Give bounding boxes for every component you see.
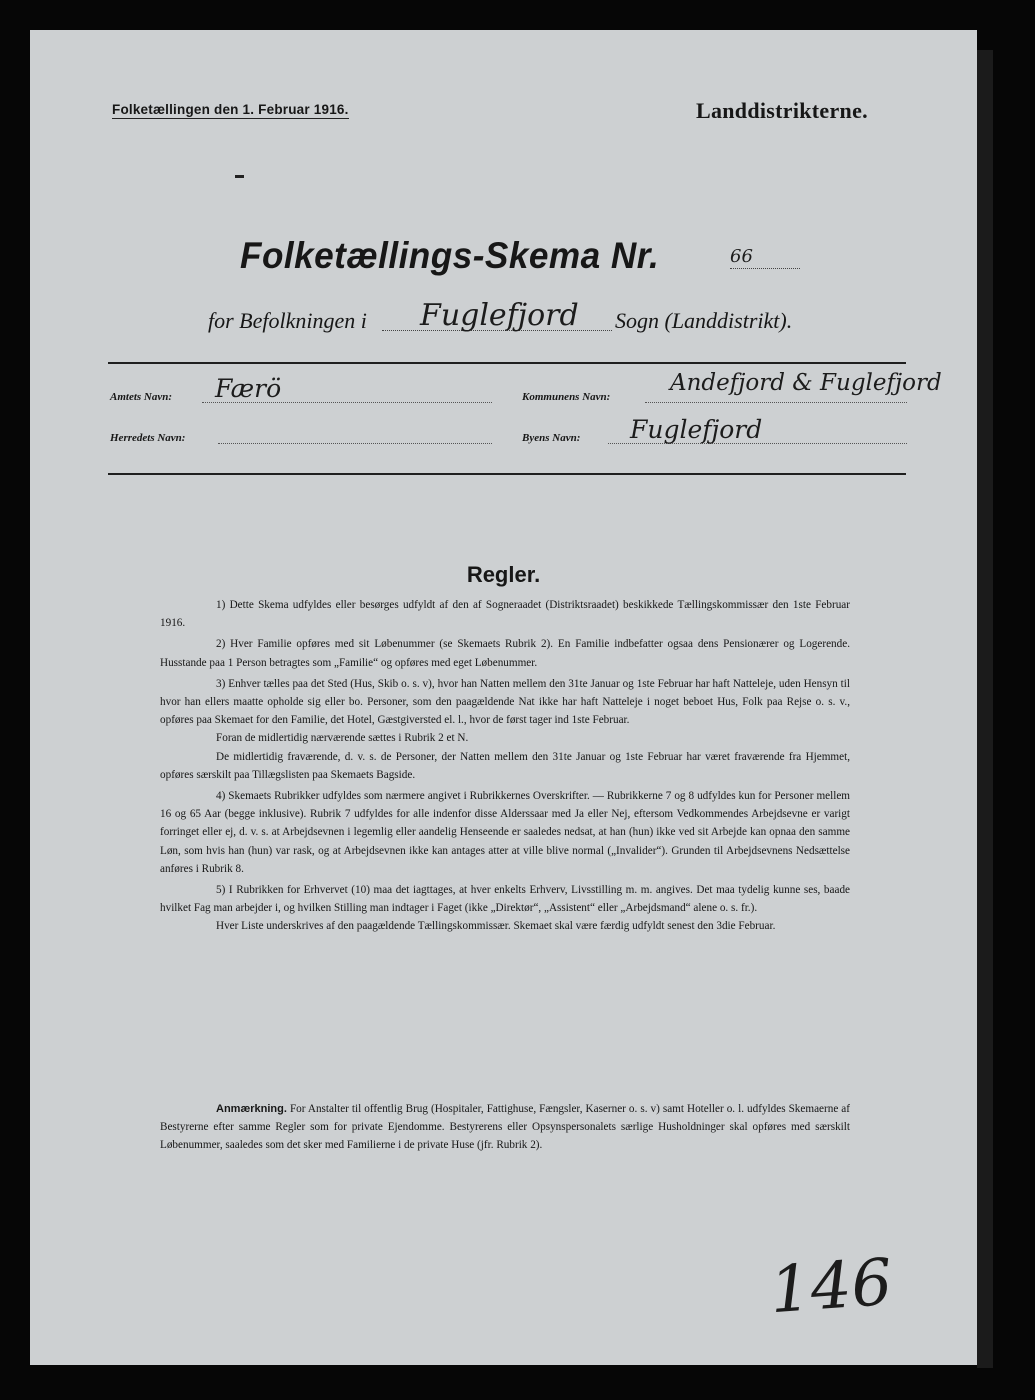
amt-value: Færö <box>215 374 282 403</box>
rule-4: 4) Skemaets Rubrikker udfyldes som nærmere angivet i Rubrikkernes Overskrifter. — Rubrikkerne 7 og 8 udfyldes kun for Personer mellem 16 og 65 Aar (begge inklusive). Rubrik 7 udfyldes for alle indenfor disse Alderssaar med Ja eller Nej, eftersom Vedkommendes Arbejdsevne er varigt forringet eller ej, d. v. s. at Arbejdsevnen i legemlig eller aandelig Henseende er saaledes nedsat, at han (hun) ikke ved sit Arbejde kan opnaa den samme Løn, som hvis han (hun) var rask, og at Arbejdsevnen ikke kan antages atter at ville blive normal („Invalider“). Grunden til Arbejdsevnens Nedsættelse anføres i Rubrik 8. <box>160 790 850 875</box>
ink-mark <box>235 175 244 178</box>
page-shadow <box>977 50 993 1368</box>
bottom-rule <box>108 473 906 475</box>
rule-3-midlertidig-naervaerende: Foran de midlertidig nærværende sættes i Rubrik 2 et N. <box>216 732 469 745</box>
form-number-value: 66 <box>730 246 753 267</box>
kommune-line <box>645 402 907 403</box>
rule-2: 2) Hver Familie opføres med sit Løbenummer (se Skemaets Rubrik 2). En Familie indbefatter ogsaa dens Pensionærer og Logerende. Husstande paa 1 Person betragtes som „Familie“ og opføres med eget Løbenummer. <box>160 638 850 669</box>
regler-heading: Regler. <box>466 562 541 587</box>
sogn-value: Fuglefjord <box>420 298 579 333</box>
sogn-label: Sogn (Landdistrikt). <box>615 308 793 333</box>
census-date-header: Folketællingen den 1. Februar 1916. <box>112 102 349 117</box>
anmaerkning-block <box>160 1100 850 1155</box>
rule-5: 5) I Rubrikken for Erhvervet (10) maa det iagttages, at hver enkelts Erhverv, Livsstilling m. m. angives. Det maa tydelig kunne ses, baade hvilket Fag man arbejder i, og hvilken Stilling man indtager i Faget (ikke „Direktør“, „Assistent“ eller „Arbejdsmand“ alene o. s. fr.). <box>160 884 850 915</box>
anmaerkning-label: Anmærkning. <box>216 1103 287 1115</box>
rule-6: Hver Liste underskrives af den paagældende Tællingskommissær. Skemaet skal være færdig udfyldt senest den 3die Februar. <box>216 920 776 933</box>
by-value: Fuglefjord <box>630 415 763 444</box>
anmaerkning-text: For Anstalter til offentlig Brug (Hospitaler, Fattighuse, Fængsler, Kaserner o. s. v) samt Hoteller o. l. udfyldes Skemaerne af Bestyrerne efter samme Regler som for private Ejendomme. Bestyrerens eller Opsynspersonalets særlige Husholdninger skal opføres med særskilt Løbenummer, saaledes som det sker med Familierne i de private Huse (jfr. Rubrik 2). <box>160 1103 850 1152</box>
rule-3-midlertidig-fravaerende: De midlertidig fraværende, d. v. s. de Personer, der Natten mellem den 31te Januar og 1ste Februar har været fraværende fra Hjemmet, opføres særskilt paa Tillægslisten paa Skemaets Bagside. <box>160 750 850 781</box>
top-rule <box>108 362 906 364</box>
form-title: Folketællings-Skema Nr. <box>240 235 660 276</box>
herred-line <box>218 443 492 444</box>
district-type-header: Landdistrikterne. <box>696 98 868 123</box>
kommune-value: Andefjord & Fuglefjord <box>670 370 942 396</box>
handwritten-page-number: 146 <box>767 1245 895 1329</box>
amt-label: Amtets Navn: <box>110 391 173 403</box>
by-label: Byens Navn: <box>522 432 581 444</box>
herred-label: Herredets Navn: <box>110 432 186 444</box>
census-form-page <box>30 30 977 1365</box>
rule-1: 1) Dette Skema udfyldes eller besørges udfyldt af den af Sogneraadet (Distriktsraadet) beskikkede Tællingskommissær den 1ste Februar 1916. <box>160 599 850 630</box>
rules-text <box>160 596 850 939</box>
befolkning-label: for Befolkningen i <box>208 308 367 333</box>
rule-3: 3) Enhver tælles paa det Sted (Hus, Skib o. s. v), hvor han Natten mellem den 31te Januar og 1ste Februar har haft Natteleje, uden Hensyn til hvor han ellers maatte opholde sig eller bo. Personer, som den paagældende Nat ikke har haft Natteleje i noget beboet Hus, Folk paa Rejse o. s. v., opføres paa Skemaet for den Familie, det Hotel, Gæstgiversted el. l., hvor de først tager ind 1ste Februar. <box>160 677 850 727</box>
kommune-label: Kommunens Navn: <box>522 391 611 403</box>
form-number-line <box>730 268 800 269</box>
